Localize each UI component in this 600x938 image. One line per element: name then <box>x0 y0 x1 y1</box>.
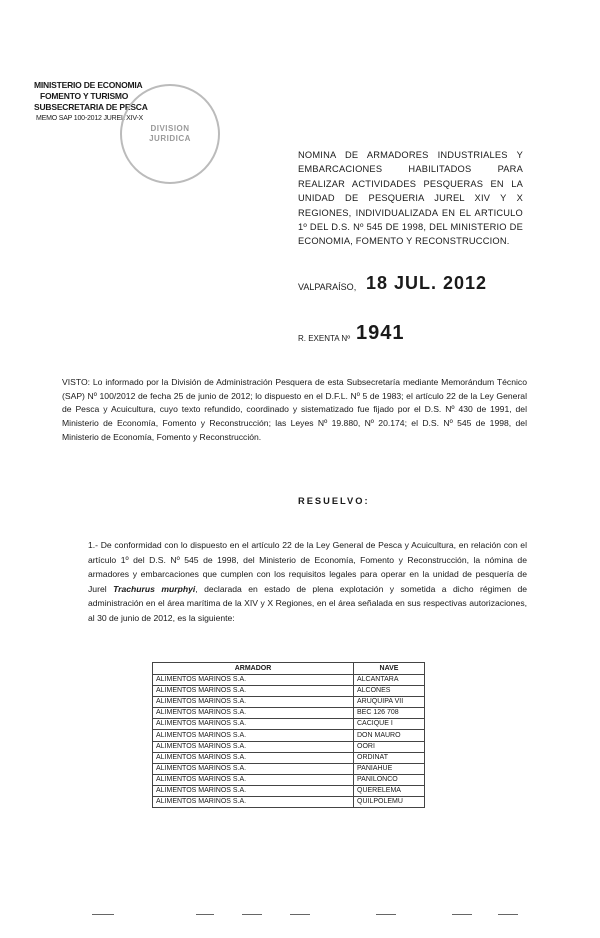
armador-cell: ALIMENTOS MARINOS S.A. <box>153 752 354 763</box>
nave-cell: CACIQUE I <box>354 719 425 730</box>
ministry-name: MINISTERIO DE ECONOMIA <box>34 80 143 90</box>
armador-cell: ALIMENTOS MARINOS S.A. <box>153 697 354 708</box>
table-row <box>153 785 425 796</box>
species-name: Trachurus murphyi <box>113 583 196 594</box>
resolution-number: 1941 <box>356 322 405 344</box>
scan-mark <box>376 914 396 915</box>
place-label: VALPARAÍSO, <box>298 282 357 292</box>
table-row <box>153 741 425 752</box>
table-row <box>153 719 425 730</box>
scan-mark <box>242 914 262 915</box>
armador-cell: ALIMENTOS MARINOS S.A. <box>153 675 354 686</box>
memo-reference: MEMO SAP 100-2012 JUREL XIV-X <box>36 115 144 122</box>
header-nave: NAVE <box>354 663 425 675</box>
armador-cell: ALIMENTOS MARINOS S.A. <box>153 719 354 730</box>
header-armador: ARMADOR <box>153 663 354 675</box>
nave-cell: QUERELEMA <box>354 785 425 796</box>
scan-mark <box>290 914 310 915</box>
armador-cell: ALIMENTOS MARINOS S.A. <box>153 730 354 741</box>
scan-mark <box>92 914 114 915</box>
nave-cell: ALCANTARA <box>354 675 425 686</box>
nave-cell: BEC 126 708 <box>354 708 425 719</box>
para1-text-pre: 1.- De conformidad con lo dispuesto en el artículo 22 de la Ley General de Pesca y Acuicultura, en relación con el artículo 1º del D.S. Nº 545 de 1998, del Ministerio de Economía, Fomento y Reconstrucción, la nómina de armadores y embarcaciones que cumplen con los requisitos legales para operar en la unidad de pesquería de Jurel <box>88 540 527 594</box>
armador-cell: ALIMENTOS MARINOS S.A. <box>153 785 354 796</box>
para1-text-post: , declarada en estado de plena explotación y sometida a dicho régimen de administración en el área marítima de la XIV y X Regiones, en el área señalada en sus respectivas autorizaciones, al 30 de junio de 2012, es la siguiente: <box>88 583 527 623</box>
nave-cell: ARUQUIPA VII <box>354 697 425 708</box>
stamp-line-2: JURIDICA <box>149 134 191 143</box>
nave-cell: ORDINAT <box>354 752 425 763</box>
armador-cell: ALIMENTOS MARINOS S.A. <box>153 686 354 697</box>
armador-cell: ALIMENTOS MARINOS S.A. <box>153 741 354 752</box>
nave-cell: PANILONCO <box>354 774 425 785</box>
table-row <box>153 686 425 697</box>
document-title: NOMINA DE ARMADORES INDUSTRIALES Y EMBARCACIONES HABILITADOS PARA REALIZAR ACTIVIDADES PESQUERAS EN LA UNIDAD DE PESQUERIA JUREL XIV Y X REGIONES, INDIVIDUALIZADA EN EL ARTICULO 1º DEL D.S. Nº 545 DE 1998, DEL MINISTERIO DE ECONOMIA, FOMENTO Y RECONSTRUCCION. <box>298 150 523 247</box>
table-row <box>153 675 425 686</box>
division-stamp <box>120 84 220 184</box>
nave-cell: PANIAHUE <box>354 763 425 774</box>
table-row <box>153 752 425 763</box>
resolution-paragraph-1 <box>88 538 527 625</box>
date-stamp: 18 JUL. 2012 <box>366 273 488 293</box>
stamp-line-1: DIVISION <box>150 124 190 133</box>
armador-cell: ALIMENTOS MARINOS S.A. <box>153 708 354 719</box>
subsecretaria-name: SUBSECRETARIA DE PESCA <box>34 102 148 112</box>
ministry-subtitle: FOMENTO Y TURISMO <box>40 91 129 101</box>
table-row <box>153 730 425 741</box>
nave-cell: QUILPOLEMU <box>354 797 425 808</box>
table-row <box>153 708 425 719</box>
scan-mark <box>498 914 518 915</box>
table-header-row <box>153 663 425 675</box>
scan-mark <box>452 914 472 915</box>
armadores-table <box>152 662 425 808</box>
table-row <box>153 697 425 708</box>
armador-cell: ALIMENTOS MARINOS S.A. <box>153 797 354 808</box>
table-row <box>153 774 425 785</box>
visto-paragraph: VISTO: Lo informado por la División de Administración Pesquera de esta Subsecretaría mediante Memorándum Técnico (SAP) Nº 100/2012 de fecha 25 de junio de 2012; lo dispuesto en el D.F.L. Nº 5 de 1983; el artículo 22 de la Ley General de Pesca y Acuicultura, cuyo texto refundido, coordinado y sistematizado fue fijado por el D.S. Nº 430 de 1991, del Ministerio de Economía, Fomento y Reconstrucción; las Leyes Nº 19.880, Nº 20.174; el D.S. Nº 545 de 1998, del Ministerio de Economía, Fomento y Reconstrucción. <box>62 377 527 442</box>
nave-cell: ALCONES <box>354 686 425 697</box>
table-row <box>153 763 425 774</box>
armador-cell: ALIMENTOS MARINOS S.A. <box>153 774 354 785</box>
resolution-label: R. EXENTA Nº <box>298 334 351 343</box>
table-row <box>153 797 425 808</box>
scan-mark <box>196 914 214 915</box>
nave-cell: DON MAURO <box>354 730 425 741</box>
resuelvo-heading: RESUELVO: <box>298 496 370 506</box>
nave-cell: OORI <box>354 741 425 752</box>
armador-cell: ALIMENTOS MARINOS S.A. <box>153 763 354 774</box>
